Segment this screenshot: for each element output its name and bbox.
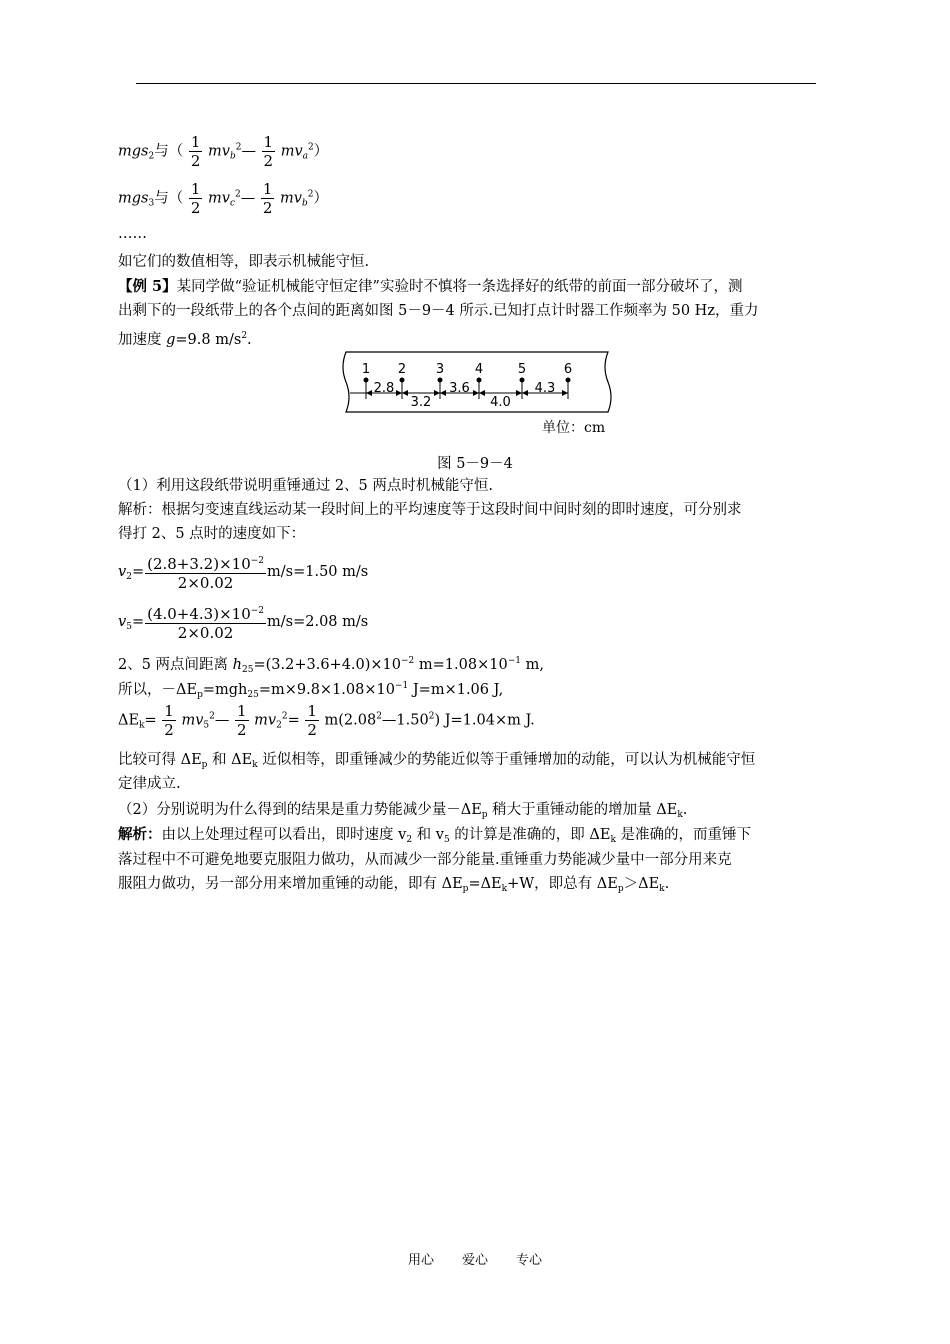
compare-line-2: 定律成立. <box>118 776 181 792</box>
fraction-half: $\frac{1}{2}$ <box>190 133 201 170</box>
v2-fraction: $\frac{(2.8+3.2)\times 10^{-2}}{2\times 0.02}$ <box>145 552 266 592</box>
arrow-head <box>473 390 479 396</box>
ek-equation: $\Delta E_k=$ $\frac{1}{2}$ $mv_5^2—$ $\frac{1}{2}$ $mv_2^2=$ $\frac{1}{2}$ m(2.08$^2$—1.50$^2$) J=1.04×m J. <box>118 702 535 739</box>
footer-item: 爱心 <box>461 1253 488 1268</box>
example-line-1: 【例 5】某同学做“验证机械能守恒定律”实验时不慎将一条选择好的纸带的前面一部分破坏了，测 <box>118 278 743 295</box>
tape-distance-label: 2.8 <box>373 381 395 396</box>
arrow-head <box>366 390 372 396</box>
arrow-head <box>522 390 528 396</box>
example-line-3: 加速度 g=9.8 $m/s^2$. <box>118 331 252 348</box>
arrow-head <box>434 390 440 396</box>
footer-item: 用心 <box>407 1253 434 1268</box>
arrow-head <box>479 390 485 396</box>
fraction-half: $\frac{1}{2}$ <box>262 180 273 217</box>
compare-line-1: 比较可得 $\Delta E_p$ 和 $\Delta E_k$ 近似相等，即重锤减少的势能近似等于重锤增加的动能，可以认为机械能守恒 <box>118 752 756 770</box>
v2-equation: $v_2=$ $\frac{(2.8+3.2)\times 10^{-2}}{2\times 0.02}$ m/s=1.50 m/s <box>118 552 368 592</box>
tape-point-label-5: 5 <box>517 362 527 377</box>
example-tag: 【例 5】 <box>118 278 177 295</box>
arrow-head <box>516 390 522 396</box>
tape-distance-label: 3.6 <box>449 381 470 396</box>
tape-point-label-1: 1 <box>361 362 371 377</box>
equation-line-2: mgs$_3$与（ $\frac{1}{2}$ $mv_c^2—$ $\frac{1}{2}$ $mv_b^2$） <box>118 180 328 217</box>
tape-point-label-4: 4 <box>474 362 484 377</box>
solution-2-line-3: 服阻力做功，另一部分用来增加重锤的动能，即有 $\Delta E_p=\Delta E_k+W$，即总有 $\Delta E_p>\Delta E_k$. <box>118 876 670 894</box>
header-rule <box>136 83 816 84</box>
ellipsis: …… <box>118 226 147 242</box>
arrow-head <box>562 390 568 396</box>
h25-equation: 2、5 两点间距离 $h_{25}=(3.2+3.6+4.0)\times 10^{-2}$ $m=1.08\times 10^{-1}$ m, <box>118 656 544 675</box>
tape-point-label-3: 3 <box>435 362 445 377</box>
tape-distance-label: 3.2 <box>410 395 432 410</box>
ep-equation: 所以，$-\Delta E_p=mgh_{25}=m\times 9.8\times 1.08\times 10^{-1}$ J=m×1.06 J, <box>118 681 504 700</box>
arrow-head <box>396 390 402 396</box>
figure-caption: 图 5－9－4 <box>437 456 513 472</box>
fraction-half: $\frac{1}{2}$ <box>190 180 201 217</box>
v5-fraction: $\frac{(4.0+4.3)\times 10^{-2}}{2\times 0.02}$ <box>145 602 266 642</box>
solution-2-line-2: 落过程中不可避免地要克服阻力做功，从而减少一部分能量.重锤重力势能减少量中一部分用来克 <box>118 852 732 868</box>
v5-equation: $v_5=$ $\frac{(4.0+4.3)\times 10^{-2}}{2\times 0.02}$ m/s=2.08 m/s <box>118 602 368 642</box>
solution-1-line-1: 解析：根据匀变速直线运动某一段时间上的平均速度等于这段时间中间时刻的即时速度，可分别求 <box>118 502 742 518</box>
example-line-2: 出剩下的一段纸带上的各个点间的距离如图 5－9－4 所示.已知打点计时器工作频率为 50 Hz，重力 <box>118 303 759 319</box>
tape-distance-label: 4.3 <box>534 381 556 396</box>
solution-2-line-1: 解析：由以上处理过程可以看出，即时速度 $v_2$ 和 $v_5$ 的计算是准确的，即 $\Delta E_k$ 是准确的，而重锤下 <box>118 826 752 845</box>
unit-label: 单位：cm <box>542 420 606 436</box>
tape-point-label-2: 2 <box>397 362 407 377</box>
arrow-head <box>440 390 446 396</box>
question-2: （2）分别说明为什么得到的结果是重力势能减少量$-\Delta E_p$ 稍大于重锤动能的增加量 $\Delta E_k$. <box>118 802 688 820</box>
conclusion-text: 如它们的数值相等，即表示机械能守恒. <box>118 254 370 270</box>
tape-point-label-6: 6 <box>563 362 573 377</box>
question-1: （1）利用这段纸带说明重锤通过 2、5 两点时机械能守恒. <box>118 478 494 494</box>
fraction-half: $\frac{1}{2}$ <box>263 133 274 170</box>
arrow-head <box>402 390 408 396</box>
footer-item: 专心 <box>516 1253 543 1268</box>
equation-line-1: mgs$_2$与（ $\frac{1}{2}$ $mv_b^2—$ $\frac{1}{2}$ $mv_a^2$） <box>118 133 329 170</box>
page-footer <box>0 1249 950 1268</box>
tape-distance-label: 4.0 <box>490 395 511 410</box>
solution-1-line-2: 得打 2、5 点时的速度如下： <box>118 526 306 542</box>
